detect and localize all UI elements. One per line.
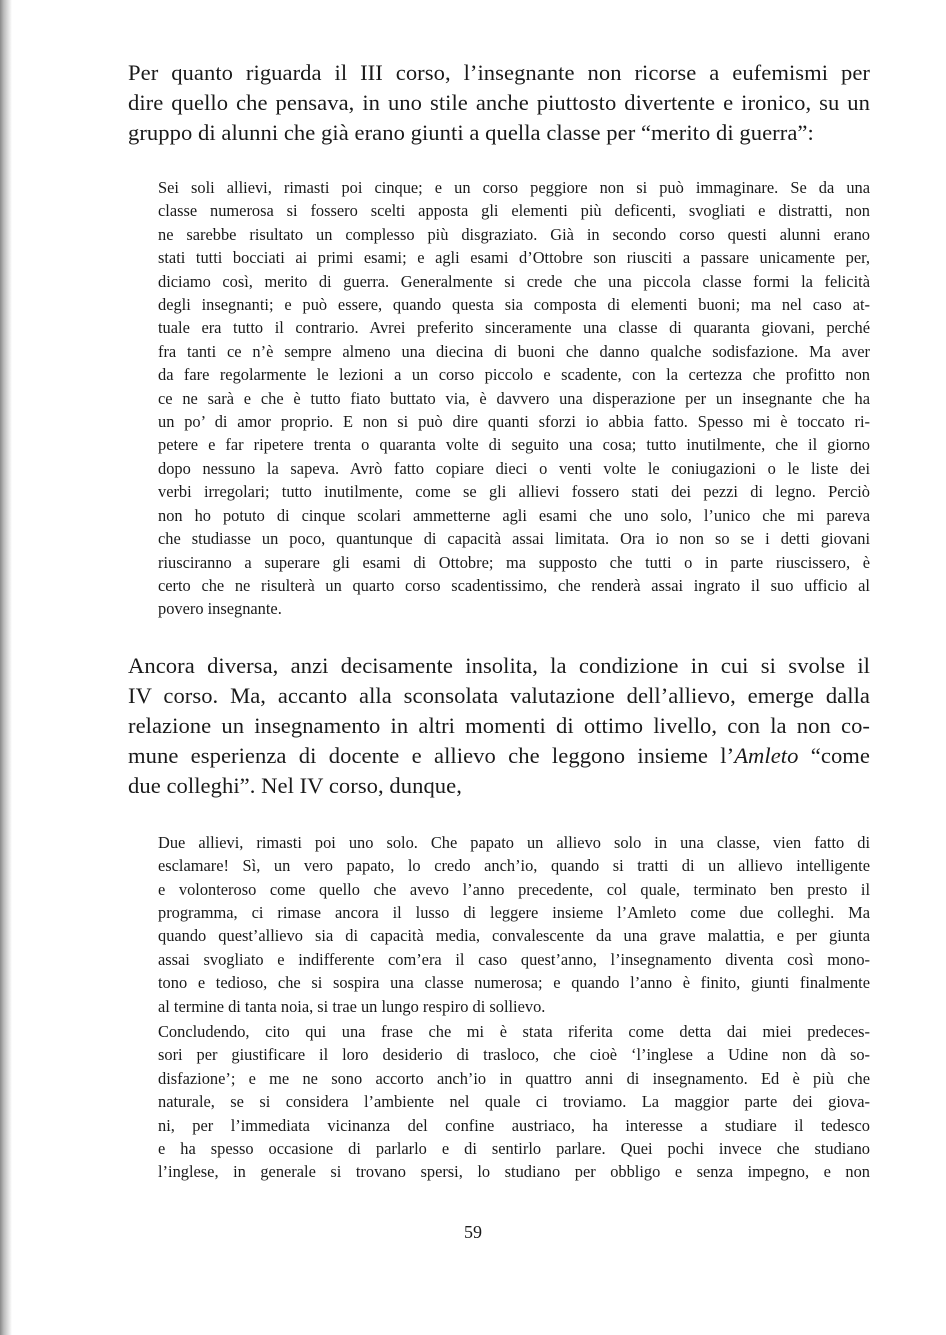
text-line: Due allievi, rimasti poi uno solo. Che papato un allievo solo in una classe, vien fatto di bbox=[158, 832, 870, 852]
text-line: degli insegnanti; e può essere, quando questa sia composta di elementi buoni; ma nel caso at- bbox=[158, 295, 870, 315]
text-line: ni, per l’immediata vicinanza del confine austriaco, ha interesse a studiare il tedesco bbox=[158, 1115, 870, 1135]
text-line: sori per giustificare il loro desiderio di trasloco, che cioè ‘l’inglese a Udine non dà so- bbox=[158, 1045, 870, 1065]
text-line: riusciranno a superare gli esami di Ottobre; ma supposto che tutti o in parte riuscissero, è bbox=[158, 552, 870, 572]
text-segment: mune esperienza di docente e allievo che leggono insieme l’ bbox=[128, 742, 735, 768]
text-line: l’inglese, in generale si trovano spersi, lo studiano per obbligo e senza impegno, e non bbox=[158, 1162, 870, 1182]
text-line: da fare regolarmente le lezioni a un corso piccolo e scadente, con la certezza che profitto non bbox=[158, 365, 870, 385]
intro-paragraph bbox=[128, 58, 870, 148]
quote-paragraph bbox=[158, 176, 870, 621]
text-line: non ho potuto di cinque scolari ammetterne agli esami che uno solo, l’unico che mi pareva bbox=[158, 505, 870, 525]
page-body bbox=[128, 58, 870, 1184]
work-title-amleto: Amleto bbox=[734, 742, 799, 768]
text-line: dopo nessuno la sapeva. Avrò fatto copiare dieci o venti volte le coniugazioni o le liste dei bbox=[158, 458, 870, 478]
block-quote-fourth-course bbox=[158, 831, 870, 1184]
text-line: Ancora diversa, anzi decisamente insolita, la condizione in cui si svolse il bbox=[128, 652, 870, 678]
text-line: ce ne sarà e che è tutto fiato buttato via, è davvero una disperazione per un insegnante che ha bbox=[158, 388, 870, 408]
block-quote-third-course bbox=[158, 176, 870, 621]
text-line: assai svogliato e indifferente com’era il caso quest’anno, l’insegnamento diventa così mono- bbox=[158, 949, 870, 969]
quote-paragraph bbox=[158, 831, 870, 1018]
text-line: ne sarebbe risultato un complesso più disgraziato. Già in secondo corso questi alunni erano bbox=[158, 224, 870, 244]
text-line: stati tutti bocciati ai primi esami; e agli esami d’Ottobre son riusciti a passare unicamente per, bbox=[158, 248, 870, 268]
text-line: un po’ di amor proprio. E non si può dire quanti sforzi io abbia fatto. Spesso mi è toccato ri- bbox=[158, 412, 870, 432]
text-line: e ha spesso occasione di parlarlo e di sentirlo parlare. Quei pochi invece che studiano bbox=[158, 1139, 870, 1158]
text-line: che studiasse un poco, quantunque di capacità assai limitata. Ora io non so se i detti giovani bbox=[158, 529, 870, 549]
fourth-course-paragraph bbox=[128, 651, 870, 801]
text-line: quando quest’allievo sia di capacità media, convalescente da una grave malattia, e per giunta bbox=[158, 926, 870, 946]
text-line-with-title bbox=[128, 741, 870, 771]
text-line: tuale era tutto il contrario. Avrei preferito sinceramente una classe di quaranta giovani, perché bbox=[158, 318, 870, 338]
text-line: programma, ci rimase ancora il lusso di leggere insieme l’Amleto come due colleghi. Ma bbox=[158, 902, 870, 922]
text-line: petere e far ripetere trenta o quaranta volte di seguito una cosa; tutto inutilmente, che il giorno bbox=[158, 435, 870, 455]
text-line: dire quello che pensava, in uno stile anche piuttosto divertente e ironico, su un bbox=[128, 90, 870, 115]
text-line: Sei soli allievi, rimasti poi cinque; e un corso peggiore non si può immaginare. Se da una bbox=[158, 178, 870, 197]
text-line: due colleghi”. Nel IV corso, dunque, bbox=[128, 772, 462, 798]
text-line: fra tanti ce n’è sempre almeno una diecina di buoni che danno qualche sodisfazione. Ma aver bbox=[158, 341, 870, 361]
quote-paragraph bbox=[158, 1020, 870, 1184]
text-line: certo che ne risulterà un quarto corso scadentissimo, che renderà assai ingrato il suo ufficio al bbox=[158, 575, 870, 595]
text-line: verbi irregolari; tutto inutilmente, come se gli allievi fossero stati dei pezzi di legno. Perciò bbox=[158, 482, 870, 502]
text-line: povero insegnante. bbox=[158, 599, 282, 619]
book-spine-shadow bbox=[0, 0, 12, 1335]
text-line: Concludendo, cito qui una frase che mi è stata riferita come detta dai miei predeces- bbox=[158, 1021, 870, 1041]
text-line: diciamo così, merito di guerra. Generalmente si crede che una piccola classe formi la felicità bbox=[158, 271, 870, 291]
text-line: IV corso. Ma, accanto alla sconsolata valutazione dell’allievo, emerge dalla bbox=[128, 682, 870, 708]
text-line: esclamare! Sì, un vero papato, lo credo anch’io, quando si tratti di un allievo intelligente bbox=[158, 856, 870, 876]
text-segment: “come bbox=[798, 742, 870, 768]
text-line: relazione un insegnamento in altri momenti di ottimo livello, con la non co- bbox=[128, 712, 870, 738]
text-line: disfazione’; e me ne sono accorto anch’io in quattro anni di insegnamento. Ed è più che bbox=[158, 1068, 870, 1088]
text-line: al termine di tanta noia, si trae un lungo respiro di sollievo. bbox=[158, 996, 546, 1016]
text-line: e volonteroso come quello che avevo l’anno precedente, col quale, terminato ben presto il bbox=[158, 879, 870, 899]
page-number: 59 bbox=[464, 1222, 482, 1242]
text-line: gruppo di alunni che già erano giunti a quella classe per “merito di guerra”: bbox=[128, 120, 814, 145]
text-line: classe numerosa si fossero scelti apposta gli elementi più deficenti, svogliati e distratti, non bbox=[158, 201, 870, 221]
text-line: tono e tedioso, che si sospira una classe numerosa; e quando l’anno è finito, giunti finalmente bbox=[158, 973, 870, 993]
text-line: naturale, se si considera l’ambiente nel quale ci troviamo. La maggior parte dei giova- bbox=[158, 1092, 870, 1112]
text-line: Per quanto riguarda il III corso, l’insegnante non ricorse a eufemismi per bbox=[128, 60, 870, 85]
